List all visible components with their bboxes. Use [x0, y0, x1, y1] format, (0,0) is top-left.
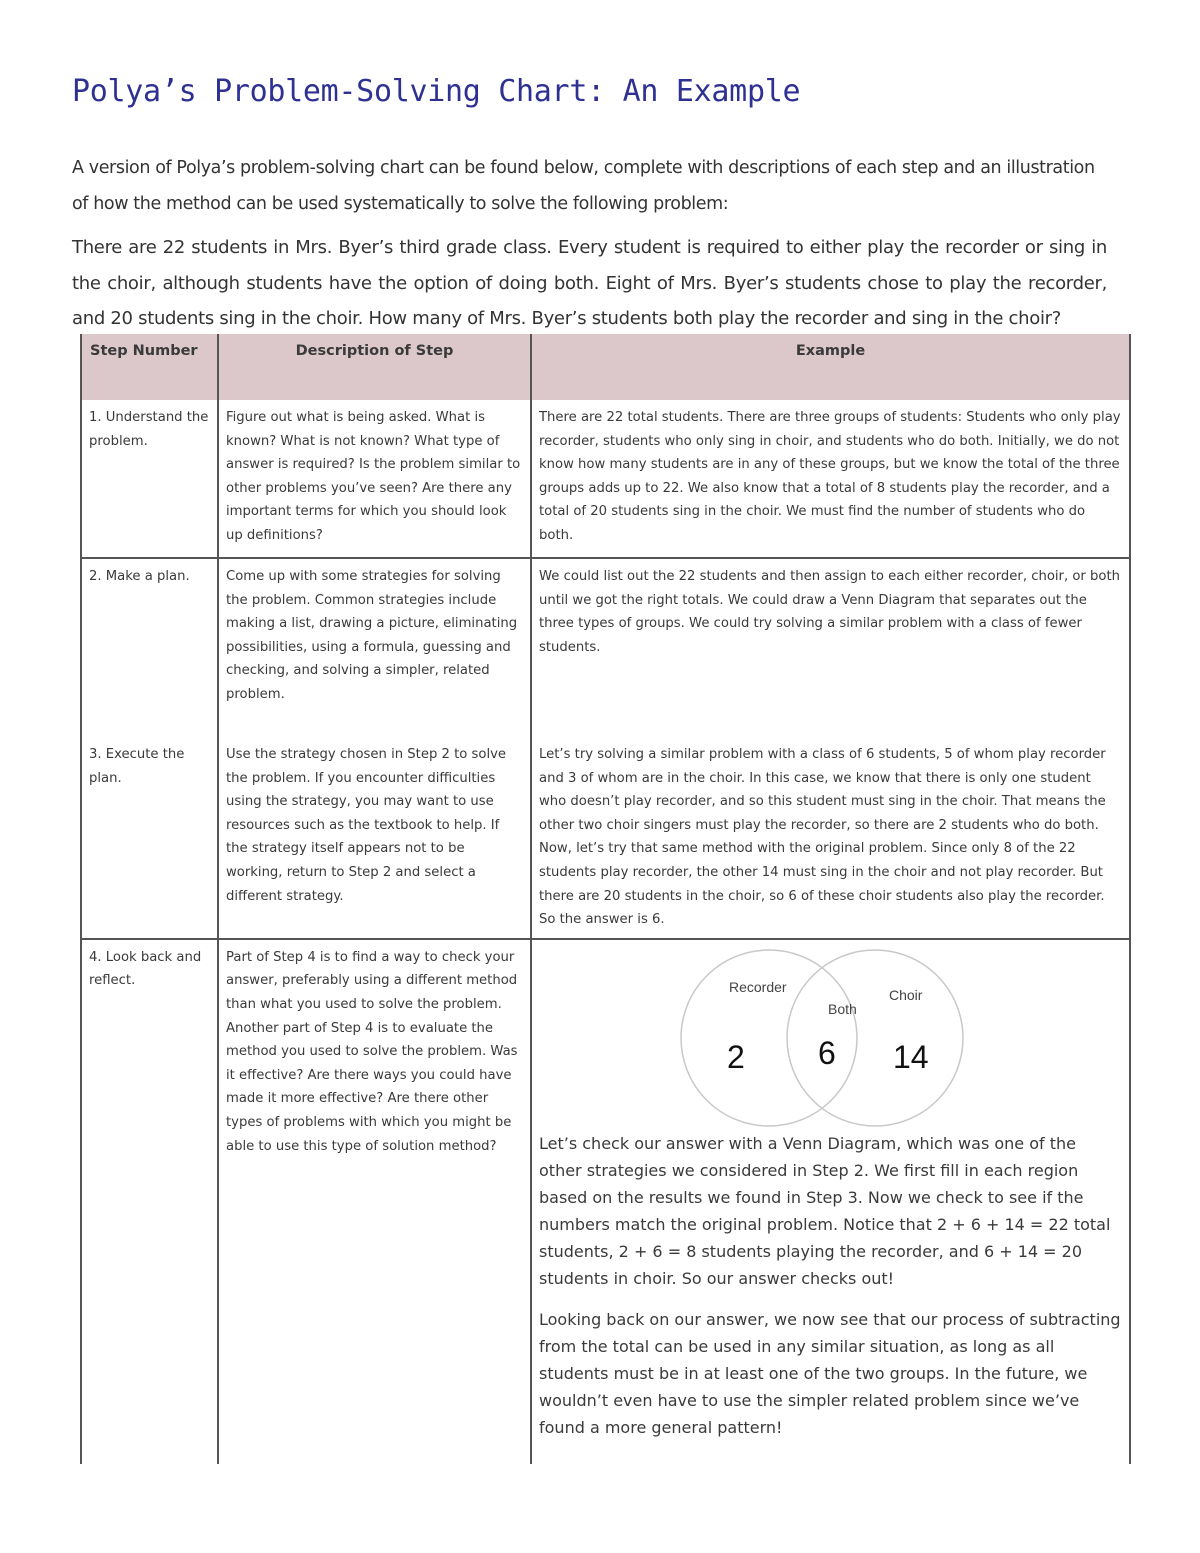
example-cell	[531, 939, 1130, 1464]
description-cell: Part of Step 4 is to find a way to check your answer, preferably using a different method than what you used to solve the problem. Another part of Step 4 is to evaluate the method you used to solve the problem. Was it effective? Are there ways you could have made it more effective? Are there other types of problems with which you might be able to use this type of solution method?	[218, 939, 531, 1464]
step-cell: 4. Look back and reflect.	[81, 939, 218, 1464]
step-cell: 2. Make a plan.	[81, 558, 218, 739]
description-cell: Figure out what is being asked. What is known? What is not known? What type of answer is required? Is the problem similar to other problems you’ve seen? Are there any important terms for which you should look up definitions?	[218, 400, 531, 558]
header-step-number: Step Number	[81, 334, 218, 400]
reflection-paragraph: Looking back on our answer, we now see that our process of subtracting from the total can be used in any similar situation, as long as all students must be in at least one of the two groups. In the future, we wouldn’t even have to use the simpler related problem since we’ve found a more general pattern!	[539, 1309, 1121, 1437]
page-title: Polya’s Problem-Solving Chart: An Example	[72, 74, 801, 109]
header-description: Description of Step	[218, 334, 531, 400]
example-cell: There are 22 total students. There are three groups of students: Students who only play recorder, students who only sing in choir, and students who do both. Initially, we do not know how many students are in any of these groups, but we know the total of the three groups adds up to 22. We also know that a total of 8 students play the recorder, and a total of 20 students sing in the choir. We must find the number of students who do both.	[531, 400, 1130, 558]
both-label: Both	[828, 1000, 857, 1017]
venn-diagram	[659, 946, 999, 1130]
header-example: Example	[531, 334, 1130, 400]
choir-label: Choir	[889, 986, 923, 1003]
description-cell: Use the strategy chosen in Step 2 to solve the problem. If you encounter difficulties using the strategy, you may want to use resources such as the textbook to help. If the strategy itself appears not to be working, return to Step 2 and select a different strategy.	[218, 739, 531, 939]
intro-paragraph: A version of Polya’s problem-solving chart can be found below, complete with descriptions of each step and an illustration of how the method can be used systematically to solve the following problem:	[72, 158, 1095, 214]
check-paragraph: Let’s check our answer with a Venn Diagram, which was one of the other strategies we considered in Step 2. We first fill in each region based on the results we found in Step 3. Now we check to see if the numbers match the original problem. Notice that 2 + 6 + 14 = 22 total students, 2 + 6 = 8 students playing the recorder, and 6 + 14 = 20 students in choir. So our answer checks out!	[539, 1133, 1111, 1288]
description-cell: Come up with some strategies for solving the problem. Common strategies include making a list, drawing a picture, eliminating possibilities, using a formula, guessing and checking, and solving a simpler, related problem.	[218, 558, 531, 739]
example-cell: Let’s try solving a similar problem with a class of 6 students, 5 of whom play recorder and 3 of whom are in the choir. In this case, we know that there is only one student who doesn’t play recorder, and so this student must sing in the choir. That means the other two choir singers must play the recorder, so there are 2 students who do both. Now, let’s try that same method with the original problem. Since only 8 of the 22 students play recorder, the other 14 must sing in the choir and not play recorder. But there are 20 students in the choir, so 6 of these choir students also play the recorder. So the answer is 6.	[531, 739, 1130, 939]
step-cell: 3. Execute the plan.	[81, 739, 218, 939]
choir-only-value: 14	[893, 1038, 929, 1075]
table-row	[81, 739, 1130, 939]
table-header-row	[81, 334, 1130, 400]
problem-statement: There are 22 students in Mrs. Byer’s third grade class. Every student is required to either play the recorder or sing in the choir, although students have the option of doing both. Eight of Mrs. Byer’s students chose to play the recorder, and 20 students sing in the choir. How many of Mrs. Byer’s students both play the recorder and sing in the choir?	[72, 237, 1107, 329]
table-row	[81, 939, 1130, 1464]
step-cell: 1. Understand the problem.	[81, 400, 218, 558]
polya-chart-table	[80, 334, 1131, 1464]
example-cell: We could list out the 22 students and then assign to each either recorder, choir, or both until we got the right totals. We could draw a Venn Diagram that separates out the three types of groups. We could try solving a similar problem with a class of fewer students.	[531, 558, 1130, 739]
table-row	[81, 400, 1130, 558]
recorder-only-value: 2	[727, 1038, 745, 1075]
choir-circle	[787, 950, 963, 1126]
table-row	[81, 558, 1130, 739]
recorder-label: Recorder	[729, 978, 787, 995]
both-value: 6	[818, 1034, 836, 1071]
